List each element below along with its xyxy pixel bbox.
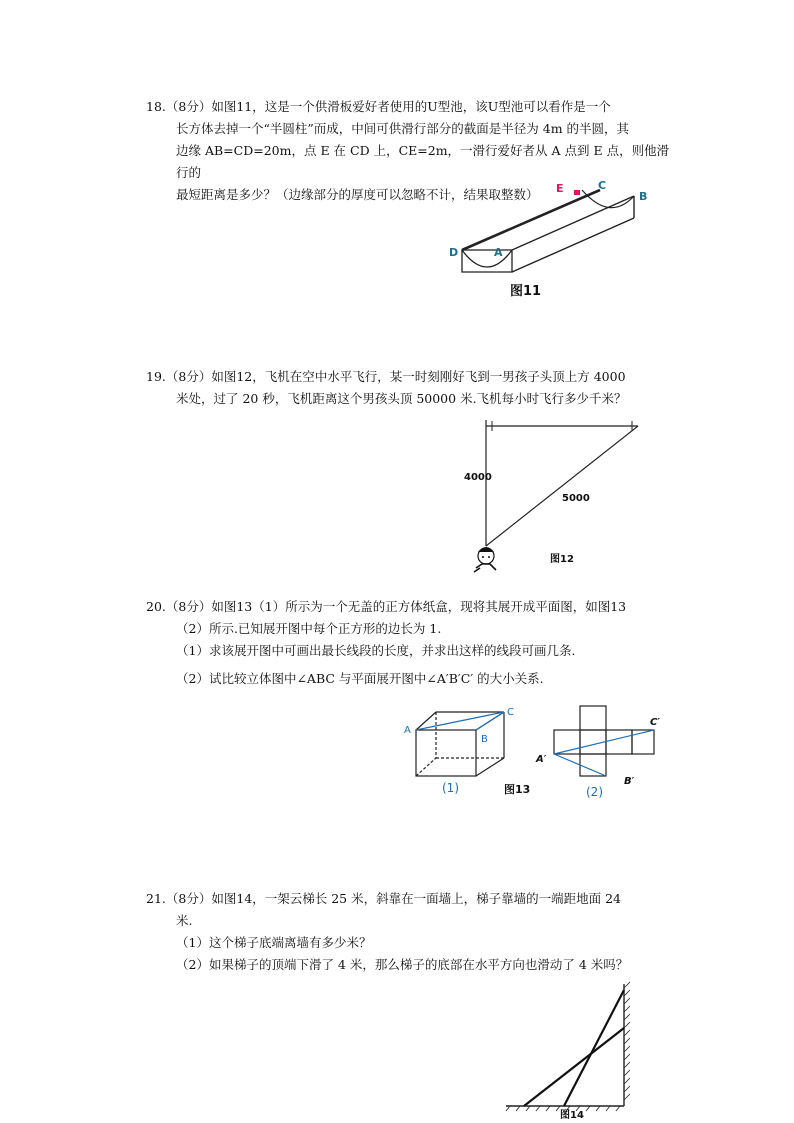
figure-14-caption: 图14 (560, 1110, 584, 1120)
figure-13-sub1: (1) (442, 781, 459, 795)
figure-11-caption: 图11 (510, 284, 542, 299)
label-4000: 4000 (464, 472, 492, 483)
figure-14-ladder (500, 978, 650, 1120)
q18-line4: 最短距离是多少？（边缘部分的厚度可以忽略不计，结果取整数） (176, 187, 539, 202)
q20-line3: （1）求该展开图中可画出最长线段的长度，并求出这样的线段可画几条. (176, 643, 576, 658)
svg-text:.: . (641, 544, 643, 549)
net-label-b: B′ (624, 776, 635, 787)
label-a: A (494, 246, 503, 259)
q18-line3: 边缘 AB=CD=20m，点 E 在 CD 上，CE=2m，一滑行爱好者从 A 点到 E 点，则他滑行的 (176, 143, 670, 180)
ladder-original (564, 990, 624, 1106)
q18-line1: 18.（8分）如图11，这是一个供滑板爱好者使用的U型池，该U型池可以看作是一个 (146, 99, 611, 114)
figure-12-airplane (460, 418, 660, 580)
cube-label-b: B (481, 734, 488, 745)
q20-line4: （2）试比较立体图中∠ABC 与平面展开图中∠A′B′C′ 的大小关系. (176, 671, 544, 686)
net-label-c: C′ (650, 717, 660, 728)
point-e-marker (574, 190, 580, 195)
q21-line4: （2）如果梯子的顶端下滑了 4 米，那么梯子的底部在水平方向也滑动了 4 米吗？ (176, 957, 629, 972)
label-d: D (449, 246, 459, 259)
figure-13-caption: 图13 (504, 783, 531, 796)
boy-icon (474, 547, 496, 572)
q19-line2: 米处，过了 20 秒，飞机距离这个男孩头顶 50000 米.飞机每小时飞行多少千米？ (176, 391, 627, 406)
q21-line3: （1）这个梯子底端离墙有多少米？ (176, 935, 372, 950)
cube-net-drawing (554, 706, 654, 776)
label-e: E (556, 182, 564, 195)
label-b: B (639, 190, 648, 203)
figure-12-caption: 图12 (550, 554, 574, 565)
q20-line2: （2）所示.已知展开图中每个正方形的边长为 1. (176, 621, 442, 636)
label-5000: 5000 (562, 493, 590, 504)
label-c: C (598, 179, 607, 192)
question-21 (146, 888, 676, 976)
wall-hatching (624, 982, 630, 1100)
figure-13-cube-and-net (396, 698, 686, 804)
question-20 (146, 596, 676, 690)
q19-line1: 19.（8分）如图12，飞机在空中水平飞行，某一时刻刚好飞到一男孩子头顶上方 4000 (146, 369, 626, 384)
net-label-a: A′ (536, 754, 547, 765)
question-19 (146, 366, 676, 410)
q18-line2: 长方体去掉一个“半圆柱”而成，中间可供滑行部分的截面是半径为 4m 的半圆，其 (176, 121, 630, 136)
cube-label-a: A (404, 725, 411, 736)
figure-11-u-pool (440, 176, 660, 306)
ladder-slid (524, 1028, 624, 1106)
q21-line2: 米. (176, 913, 193, 928)
figure-13-sub2: (2) (586, 785, 603, 799)
q21-line1: 21.（8分）如图14，一架云梯长 25 米，斜靠在一面墙上，梯子靠墙的一端距地面 24 (146, 891, 621, 906)
cube-label-c: C (507, 707, 514, 718)
q20-line1: 20.（8分）如图13（1）所示为一个无盖的正方体纸盒，现将其展开成平面图，如图13 (146, 599, 627, 614)
